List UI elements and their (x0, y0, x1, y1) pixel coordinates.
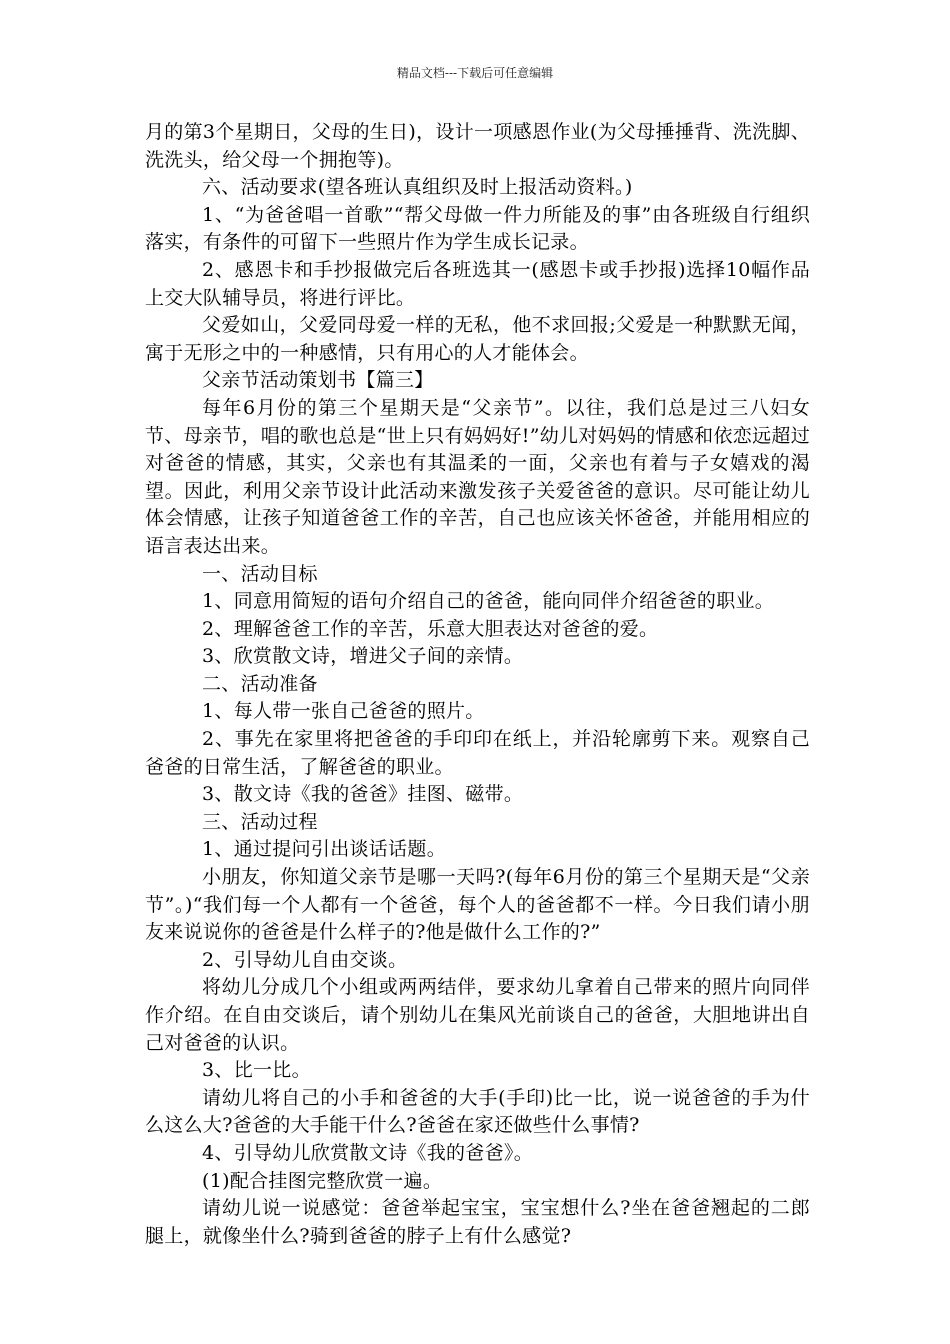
section-heading: 父亲节活动策划书【篇三】 (202, 369, 434, 392)
paragraph: 2、事先在家里将把爸爸的手印印在纸上，并沿轮廓剪下来。观察自己爸爸的日常生活，了解爸爸的职业。 (145, 728, 810, 778)
paragraph: 3、散文诗《我的爸爸》挂图、磁带。 (202, 783, 524, 806)
paragraph: 1、通过提问引出谈话话题。 (202, 838, 446, 861)
section-heading: 二、活动准备 (202, 672, 318, 695)
paragraph: 1、每人带一张自己爸爸的照片。 (202, 700, 485, 723)
paragraph: 2、引导幼儿自由交谈。 (202, 948, 408, 971)
paragraph: 六、活动要求(望各班认真组织及时上报活动资料。) (202, 176, 633, 199)
paragraph: 4、引导幼儿欣赏散文诗《我的爸爸》。 (202, 1141, 533, 1164)
paragraph: 父爱如山，父爱同母爱一样的无私，他不求回报;父爱是一种默默无闻，寓于无形之中的一种感情，只有用心的人才能体会。 (145, 314, 810, 364)
section-heading: 一、活动目标 (202, 562, 318, 585)
paragraph: 月的第3个星期日，父母的生日)，设计一项感恩作业(为父母捶捶背、洗洗脚、洗洗头，给父母一个拥抱等)。 (145, 121, 810, 171)
paragraph: 2、理解爸爸工作的辛苦，乐意大胆表达对爸爸的爱。 (202, 617, 659, 640)
paragraph: 请幼儿说一说感觉：爸爸举起宝宝，宝宝想什么?坐在爸爸翘起的二郎腿上，就像坐什么?骑到爸爸的脖子上有什么感觉? (145, 1197, 810, 1247)
paragraph: 1、“为爸爸唱一首歌”“帮父母做一件力所能及的事”由各班级自行组织落实，有条件的可留下一些照片作为学生成长记录。 (145, 203, 810, 254)
paragraph: 请幼儿将自己的小手和爸爸的大手(手印)比一比，说一说爸爸的手为什么这么大?爸爸的大手能干什么?爸爸在家还做些什么事情? (145, 1086, 810, 1137)
paragraph: 小朋友，你知道父亲节是哪一天吗?(每年6月份的第三个星期天是“父亲节”。)“我们每一个人都有一个爸爸，每个人的爸爸都不一样。今日我们请小朋友来说说你的爸爸是什么样子的?他是做什么工作的?” (145, 866, 810, 944)
paragraph: 2、感恩卡和手抄报做完后各班选其一(感恩卡或手抄报)选择10幅作品上交大队辅导员，将进行评比。 (145, 258, 810, 309)
paragraph: 每年6月份的第三个星期天是“父亲节”。以往，我们总是过三八妇女节、母亲节，唱的歌也总是“世上只有妈妈好!”幼儿对妈妈的情感和依恋远超过对爸爸的情感，其实，父亲也有其温柔的一面，父亲也有着与子女嬉戏的渴望。因此，利用父亲节设计此活动来激发孩子关爱爸爸的意识。尽可能让幼儿体会情感，让孩子知道爸爸工作的辛苦，自己也应该关怀爸爸，并能用相应的语言表达出来。 (145, 396, 810, 557)
page-header: 精品文档---下载后可任意编辑 (396, 66, 554, 80)
paragraph: 1、同意用简短的语句介绍自己的爸爸，能向同伴介绍爸爸的职业。 (202, 590, 775, 613)
paragraph: 3、欣赏散文诗，增进父子间的亲情。 (202, 645, 524, 668)
document-body (145, 119, 810, 1250)
paragraph: 3、比一比。 (202, 1059, 311, 1082)
paragraph: (1)配合挂图完整欣赏一遍。 (202, 1169, 443, 1192)
paragraph: 将幼儿分成几个小组或两两结伴，要求幼儿拿着自己带来的照片向同伴作介绍。在自由交谈后，请个别幼儿在集风光前谈自己的爸爸，大胆地讲出自己对爸爸的认识。 (145, 976, 810, 1054)
section-heading: 三、活动过程 (202, 810, 318, 833)
